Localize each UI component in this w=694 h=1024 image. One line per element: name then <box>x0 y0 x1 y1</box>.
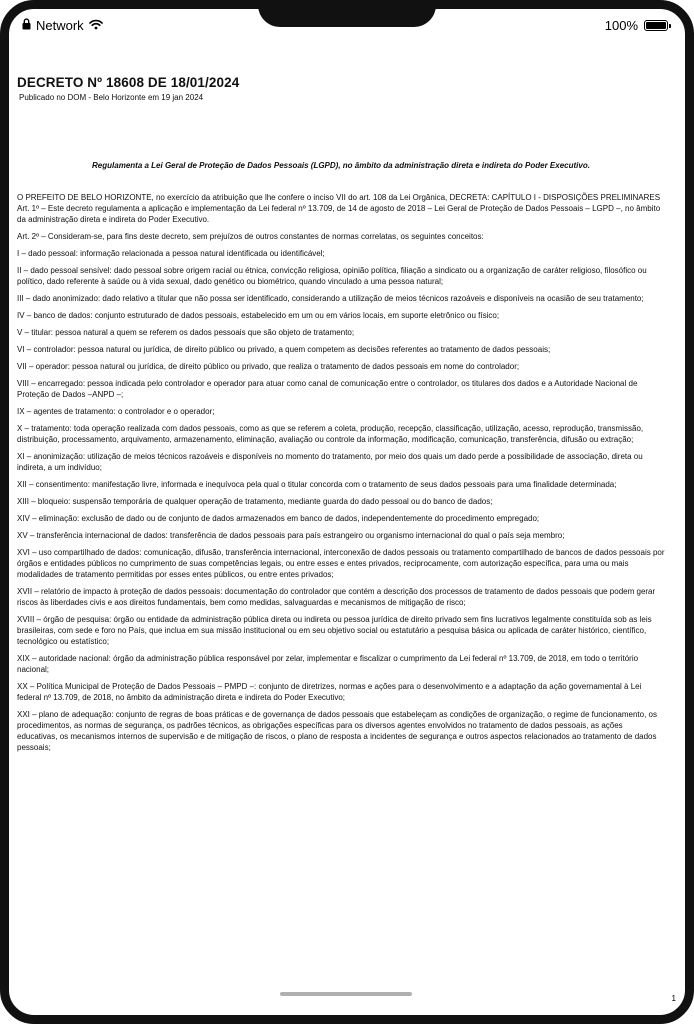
page-number: 1 <box>671 994 676 1003</box>
decree-paragraph: III – dado anonimizado: dado relativo a titular que não possa ser identificado, considerando a utilização de meios técnicos razoáveis e disponíveis na ocasião de seu tratamento; <box>17 294 644 303</box>
decree-paragraph: O PREFEITO DE BELO HORIZONTE, no exercício da atribuição que lhe confere o inciso VII do art. 108 da Lei Orgânica, DECRETA: CAPÍTULO I - DISPOSIÇÕES PRELIMINARES Art. 1º – Este decreto regulamenta a aplicação e implementação da Lei federal nº 13.709, de 14 de agosto de 2018 – Lei Geral de Proteção de Dados Pessoais – LGPD –, no âmbito da administração direta e indireta do Poder Executivo. <box>17 193 661 224</box>
status-bar-left <box>22 16 103 34</box>
home-indicator[interactable] <box>280 992 412 996</box>
decree-paragraph: I – dado pessoal: informação relacionada a pessoa natural identificada ou identificável; <box>17 249 325 258</box>
status-bar-right <box>605 16 668 34</box>
decree-paragraph: XVII – relatório de impacto à proteção de dados pessoais: documentação do controlador que contém a descrição dos processos de tratamento de dados pessoais que podem gerar riscos às liberdades civis e aos direitos fundamentais, bem como medidas, salvaguardas e mecanismos de mitigação de risco; <box>17 587 656 607</box>
decree-paragraph: XIII – bloqueio: suspensão temporária de qualquer operação de tratamento, mediante guarda do dado pessoal ou do banco de dados; <box>17 497 493 506</box>
decree-paragraph: II – dado pessoal sensível: dado pessoal sobre origem racial ou étnica, convicção religiosa, opinião política, filiação a sindicato ou a organização de caráter religioso, filosófico ou político, dado referente à saúde ou à vida sexual, dado genético ou biométrico, quando vinculado a uma pessoa natural; <box>17 266 647 286</box>
publication-note: Publicado no DOM - Belo Horizonte em 19 jan 2024 <box>19 93 204 102</box>
device-notch <box>258 0 436 27</box>
decree-title: DECRETO Nº 18608 DE 18/01/2024 <box>17 75 240 90</box>
decree-paragraph: VI – controlador: pessoa natural ou jurídica, de direito público ou privado, a quem competem as decisões referentes ao tratamento de dados pessoais; <box>17 345 551 354</box>
wifi-icon <box>89 18 103 33</box>
decree-paragraph: VIII – encarregado: pessoa indicada pelo controlador e operador para atuar como canal de comunicação entre o controlador, os titulares dos dados e a Autoridade Nacional de Proteção de Dados –ANPD –; <box>17 379 638 399</box>
decree-paragraph: XV – transferência internacional de dados: transferência de dados pessoais para país estrangeiro ou organismo internacional do qual o país seja membro; <box>17 531 565 540</box>
decree-paragraph: X – tratamento: toda operação realizada com dados pessoais, como as que se referem a coleta, produção, recepção, classificação, utilização, acesso, reprodução, transmissão, distribuição, processamento, arquivamento, armazenamento, eliminação, avaliação ou controle da informação, modificação, comunicação, transferência, difusão ou extração; <box>17 424 644 444</box>
decree-paragraph: IV – banco de dados: conjunto estruturado de dados pessoais, estabelecido em um ou em vários locais, em suporte eletrônico ou físico; <box>17 311 500 320</box>
decree-paragraph: XXI – plano de adequação: conjunto de regras de boas práticas e de governança de dados pessoais que estabeleçam as condições de organização, o regime de funcionamento, os procedimentos, as normas de segurança, os padrões técnicos, as obrigações específicas para os diversos agentes envolvidos no tratamento de dados pessoais, as ações educativas, os mecanismos internos de supervisão e de mitigação de riscos, o plano de resposta a incidentes de segurança e outros aspectos relacionados ao tratamento de dados pessoais; <box>17 710 657 752</box>
decree-paragraph: VII – operador: pessoa natural ou jurídica, de direito público ou privado, que realiza o tratamento de dados pessoais em nome do controlador; <box>17 362 520 371</box>
decree-paragraph: IX – agentes de tratamento: o controlador e o operador; <box>17 407 215 416</box>
decree-paragraph: XX – Política Municipal de Proteção de Dados Pessoais – PMPD –: conjunto de diretrizes, normas e ações para o desenvolvimento e a adaptação da ação governamental à Lei federal nº 13.709, de 2018, no âmbito da administração direta e indireta do Poder Executivo; <box>17 682 642 702</box>
battery-fill <box>646 22 666 29</box>
decree-paragraph: V – titular: pessoa natural a quem se referem os dados pessoais que são objeto de tratamento; <box>17 328 355 337</box>
decree-paragraph: XI – anonimização: utilização de meios técnicos razoáveis e disponíveis no momento do tratamento, por meio dos quais um dado perde a possibilidade de associação, direta ou indireta, a um indivíduo; <box>17 452 643 472</box>
decree-paragraph: XVIII – órgão de pesquisa: órgão ou entidade da administração pública direta ou indireta ou pessoa jurídica de direito privado sem fins lucrativos legalmente constituída sob as leis brasileiras, com sede e foro no País, que inclua em sua missão institucional ou em seu objetivo social ou estatutário a pesquisa básica ou aplicada de caráter histórico, científico, tecnológico ou estatístico; <box>17 615 652 646</box>
decree-paragraph: XIX – autoridade nacional: órgão da administração pública responsável por zelar, implementar e fiscalizar o cumprimento da Lei federal nº 13.709, de 2018, em todo o território nacional; <box>17 654 639 674</box>
decree-document <box>17 75 665 759</box>
decree-paragraph: XVI – uso compartilhado de dados: comunicação, difusão, transferência internacional, interconexão de dados pessoais ou tratamento compartilhado de bancos de dados pessoais por órgãos e entidades públicos no cumprimento de suas competências legais, ou entre esses e entes privados, reciprocamente, com autorização específica, para uma ou mais modalidades de tratamento permitidas por esses entes públicos, ou entre entes privados; <box>17 548 665 579</box>
decree-paragraph: Art. 2º – Consideram-se, para fins deste decreto, sem prejuízos de outros constantes de normas correlatas, os seguintes conceitos: <box>17 232 484 241</box>
network-label: Network <box>36 17 84 33</box>
lock-icon <box>22 18 31 33</box>
decree-ementa: Regulamenta a Lei Geral de Proteção de Dados Pessoais (LGPD), no âmbito da administração direta e indireta do Poder Executivo. <box>92 161 590 170</box>
decree-body <box>17 192 665 753</box>
battery-icon <box>644 20 668 31</box>
decree-paragraph: XII – consentimento: manifestação livre, informada e inequívoca pela qual o titular concorda com o tratamento de seus dados pessoais para uma finalidade determinada; <box>17 480 617 489</box>
decree-paragraph: XIV – eliminação: exclusão de dado ou de conjunto de dados armazenados em banco de dados, independentemente do procedimento empregado; <box>17 514 540 523</box>
battery-label: 100% <box>604 17 638 33</box>
